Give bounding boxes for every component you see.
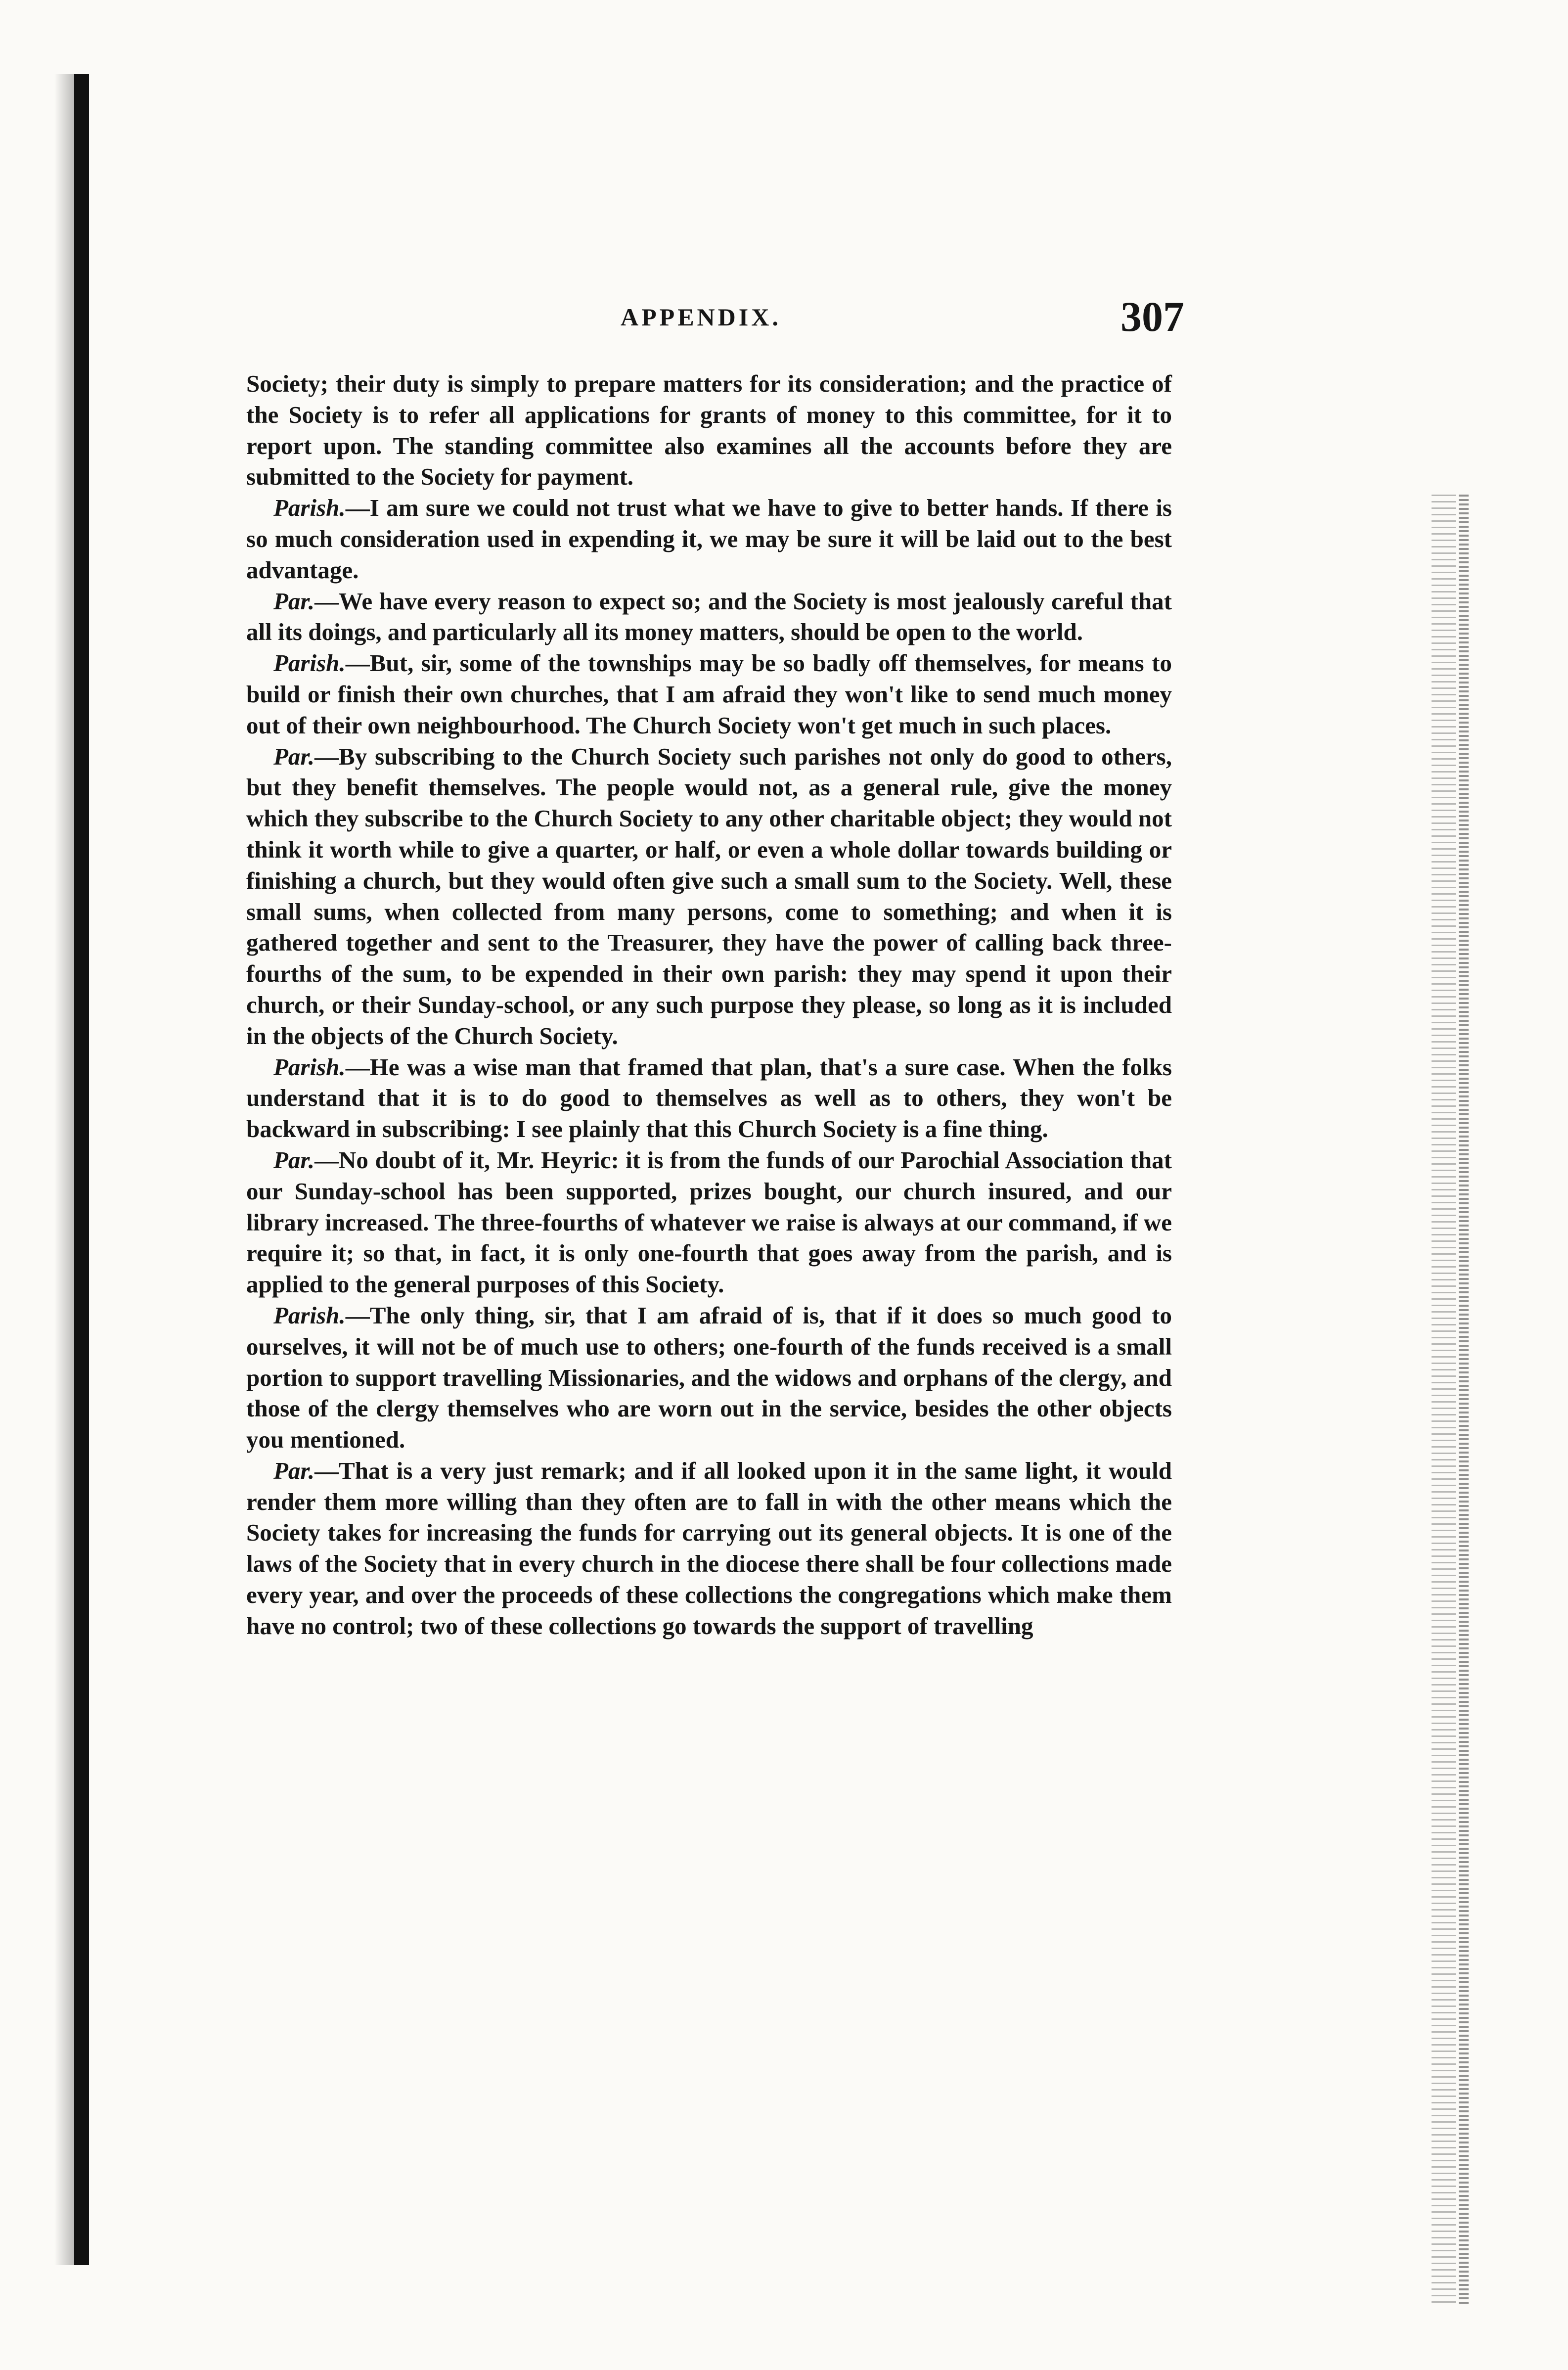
speaker-label: Par. [273,742,315,770]
paragraph-text: —But, sir, some of the townships may be so badly off themselves, for means to build or finish their own churches, that I am afraid they won't like to send much money out of their own neighbourhood. The Church Society won't get much in such places. [246,649,1172,739]
page-edge-right [1432,495,1456,2305]
speaker-label: Parish. [273,1053,346,1081]
paragraph [246,1052,1172,1145]
paragraph-text: —I am sure we could not trust what we have to give to better hands. If there is so much consideration used in expending it, we may be sure it will be laid out to the best advantage. [246,494,1172,584]
paragraph-text: —He was a wise man that framed that plan, that's a sure case. When the folks understand that it is to do good to themselves as well as to others, they won't be backward in subscribing: I see plainly that this Church Society is a fine thing. [246,1053,1172,1143]
paragraph-text: Society; their duty is simply to prepare matters for its consideration; and the practice of the Society is to refer all applications for grants of money to this committee, for it to report upon. The standing committee also examines all the accounts before they are submitted to the Society for payment. [246,370,1172,491]
speaker-label: Par. [273,1146,315,1174]
running-head: APPENDIX. [621,303,781,331]
paragraph-text: —We have every reason to expect so; and the Society is most jealously careful that all its doings, and particularly all its money matters, should be open to the world. [246,587,1172,646]
page-number: 307 [1120,293,1184,340]
paragraph [246,1300,1172,1456]
speaker-label: Parish. [273,494,346,522]
paragraph [246,648,1172,741]
page-header [245,292,1184,346]
paragraph-text: —No doubt of it, Mr. Heyric: it is from the funds of our Parochial Association that our Sunday-school has been supported, prizes bought, our church insured, and our library increased. The three-fourths of whatever we raise is always at our command, if we require it; so that, in fact, it is only one-fourth that goes away from the parish, and is applied to the general purposes of this Society. [246,1146,1172,1298]
paragraph [246,741,1172,1052]
speaker-label: Par. [273,1457,315,1484]
paragraph [246,586,1172,648]
paragraph [246,1145,1172,1300]
paragraph-text: —The only thing, sir, that I am afraid of is, that if it does so much good to ourselves, it will not be of much use to others; one-fourth of the funds received is a small portion to support travelling Missionaries, and the widows and orphans of the clergy, and those of the clergy themselves who are worn out in the service, besides the other objects you mentioned. [246,1301,1172,1454]
binding-edge [74,74,89,2265]
paragraph [246,368,1172,493]
speaker-label: Parish. [273,1301,346,1329]
binding-shadow [54,74,74,2265]
page-edge-right-outer [1459,495,1469,2305]
body-text [246,368,1172,1642]
paragraph [246,493,1172,586]
speaker-label: Par. [273,587,315,615]
paragraph-text: —That is a very just remark; and if all looked upon it in the same light, it would render them more willing than they often are to fall in with the other means which the Society takes for increasing the funds for carrying out its general objects. It is one of the laws of the Society that in every church in the diocese there shall be four collections made every year, and over the proceeds of these collections the congregations which make them have no control; two of these collections go towards the support of travelling [246,1457,1172,1640]
paragraph-text: —By subscribing to the Church Society such parishes not only do good to others, but they benefit themselves. The people would not, as a general rule, give the money which they subscribe to the Church Society to any other charitable object; they would not think it worth while to give a quarter, or half, or even a whole dollar towards building or finishing a church, but they would often give such a small sum to the Society. Well, these small sums, when collected from many persons, come to something; and when it is gathered together and sent to the Treasurer, they have the power of calling back three-fourths of the sum, to be expended in their own parish: they may spend it upon their church, or their Sunday-school, or any such purpose they please, so long as it is included in the objects of the Church Society. [246,742,1172,1049]
paragraph [246,1456,1172,1642]
speaker-label: Parish. [273,649,346,677]
